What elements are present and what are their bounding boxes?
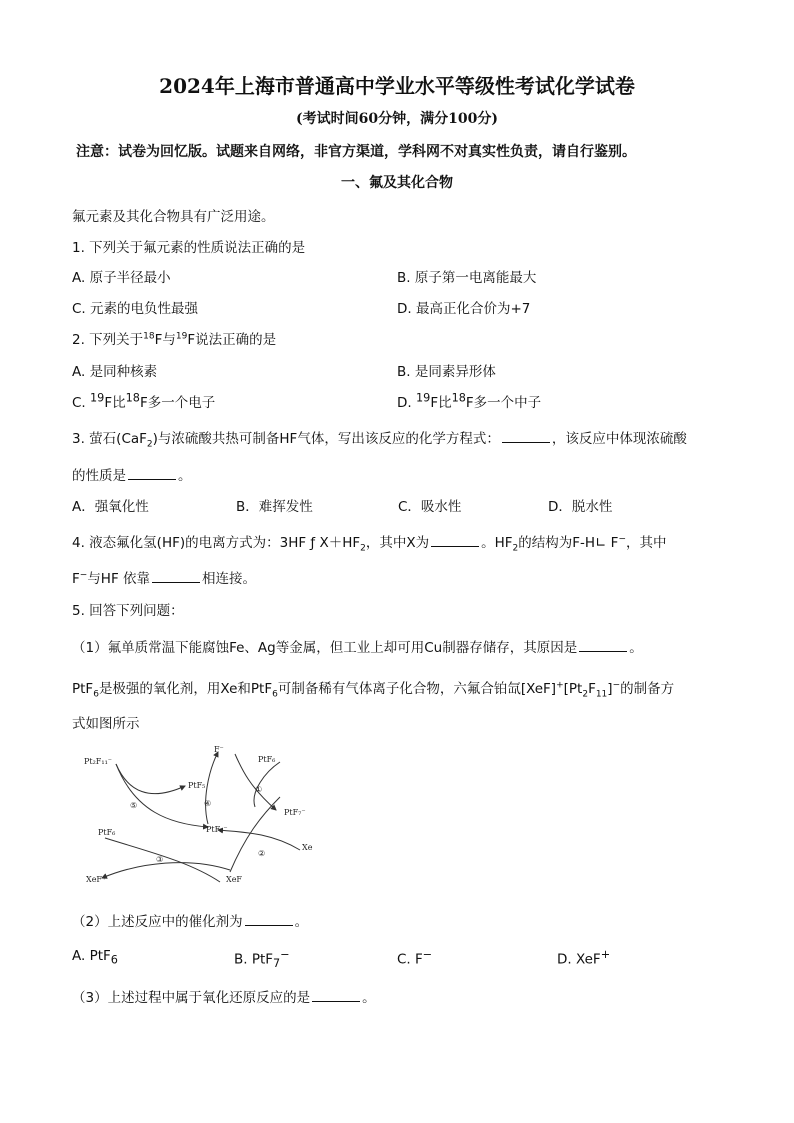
q5-c-sup: − [422,948,433,961]
q1-option-d: D. 最高正化合价为+7 [397,301,531,317]
p2-c: 可制备稀有气体离子化合物，六氟合铂氙[XeF] [277,681,557,697]
q3-option-d: D．脱水性 [548,499,613,515]
q1-option-a: A. 原子半径最小 [72,270,171,286]
q4-line2-f: F [72,571,80,587]
q4-pre: 4. 液态氟化氢(HF)的电离方式为：3HF ƒ X＋HF [72,535,361,551]
q5-d-sup: + [600,948,611,961]
p2-f: ] [607,681,613,697]
p2-a: PtF [72,681,94,697]
q4-mid: ，其中X为 [365,535,430,551]
label-step-1: ① [255,785,263,794]
q3-sub2: 2 [146,439,153,450]
q4-after: 。HF [481,535,513,551]
q5-p4-pre: （3）上述过程中属于氧化还原反应的是 [72,990,311,1006]
q4-sub2b: 2 [512,543,519,554]
q4-line1 [72,531,666,554]
q5-p1-pre: （1）氟单质常温下能腐蚀Fe、Ag等金属，但工业上却可用Cu制器存储存，其原因是 [72,640,578,656]
label-f: F⁻ [214,745,224,754]
q5-paragraph-line2: 式如图所示 [72,716,140,732]
q5-p3-pre: （2）上述反应中的催化剂为 [72,914,243,930]
q5-answer-blank-3[interactable] [312,989,360,1002]
q3-post: ，该反应中体现浓硫酸 [551,431,687,447]
q3-answer-blank-2[interactable] [128,467,176,480]
q3-pre: 3. 萤石(CaF [72,431,147,447]
section-heading: 一、氟及其化合物 [341,175,453,191]
q1-option-c: C. 元素的电负性最强 [72,301,199,317]
label-pt2f11: Pt₂F₁₁⁻ [84,757,112,766]
q5-b-text: B. PtF [234,951,274,968]
q2-d-post: F多一个中子 [465,395,542,411]
q2-option-c [72,391,215,411]
q2-option-d [397,391,541,411]
intro-text: 氟元素及其化合物具有广泛用途。 [72,209,275,225]
q5-option-b [234,948,290,970]
q5-part2 [72,910,308,930]
p2-e: F [588,681,596,697]
q2-option-b: B. 是同素异形体 [397,364,496,380]
p2-sub2: 2 [582,689,589,700]
q2-stem-mid: F与 [154,332,176,348]
q5-answer-blank-2[interactable] [245,913,293,926]
label-step-4: ④ [204,799,212,808]
q3-answer-blank-1[interactable] [502,430,550,443]
arrow-pt2f11-to-ptf5 [116,764,185,794]
q5-a-text: A. PtF [72,948,111,964]
q2-c-pre: C. [72,395,91,411]
q5-b-sub: 7 [273,957,281,971]
q5-part3 [72,986,376,1006]
q5-a-sub: 6 [110,953,118,967]
label-step-3: ③ [156,855,164,864]
q5-p3-post: 。 [294,914,309,930]
q1-stem: 1. 下列关于氟元素的性质说法正确的是 [72,240,306,256]
q2-stem-post: F说法正确的是 [187,332,277,348]
label-step-2: ② [258,849,266,858]
arrow-xe-to-ptf6-minus [218,830,300,850]
q5-c-text: C. F [397,951,423,968]
q2-d-mass19: 19 [415,391,431,405]
label-xef: XeF [226,875,242,884]
q2-d-mid: F比 [430,395,452,411]
q2-d-mass18: 18 [451,391,466,405]
mass-18: 18 [143,331,155,342]
q2-c-mid: F比 [104,395,126,411]
q2-stem [72,328,276,348]
q3-line1 [72,427,687,450]
q4-line2-minus: − [79,570,88,581]
q2-c-mass18: 18 [125,391,140,405]
q3-line2-pre: 的性质是 [72,468,126,484]
arrow-to-f [206,752,218,824]
q2-c-post: F多一个电子 [139,395,216,411]
q4-line2 [72,567,256,587]
q5-stem: 5. 回答下列问题： [72,603,184,619]
label-ptf6-mid: PtF₆⁻ [206,825,228,834]
q4-end: ，其中 [625,535,667,551]
label-step-5: ⑤ [130,801,138,810]
q5-part1 [72,636,643,656]
label-xe: Xe [302,843,313,852]
q5-option-c [397,948,432,968]
arrow-pt2f11-to-ptf6-minus [116,764,208,827]
p2-minus: − [612,680,621,691]
q4-answer-blank-1[interactable] [431,534,479,547]
q3-line2 [72,464,192,484]
p2-sub6: 6 [93,689,99,700]
q3-option-c: C．吸水性 [398,499,462,515]
q2-stem-pre: 2. 下列关于 [72,332,144,348]
q2-option-a: A. 是同种核素 [72,364,158,380]
exam-duration: (考试时间60分钟，满分100分) [296,111,498,127]
label-ptf7: PtF₇⁻ [284,808,306,817]
q4-minus: − [618,534,626,545]
p2-plus: + [556,680,564,691]
q5-option-d [557,948,610,968]
label-ptf6-left: PtF₆ [98,828,116,837]
q5-answer-blank-1[interactable] [579,639,627,652]
q3-line2-post: 。 [178,468,192,484]
q5-paragraph [72,677,674,700]
p2-sub6b: 6 [272,689,278,700]
mass-19: 19 [175,331,188,342]
p2-sub11: 11 [595,689,608,700]
q4-sub2: 2 [360,543,366,554]
q4-line2-post: 相连接。 [202,571,257,587]
arrow-to-xef-plus [102,863,230,878]
reaction-cycle-diagram [80,742,340,890]
q2-c-mass19: 19 [90,391,105,405]
q3-option-a: A．强氧化性 [72,499,149,515]
q5-b-sup: − [280,948,290,961]
q2-d-pre: D. [397,395,416,411]
q3-option-b: B．难挥发性 [236,499,313,515]
q5-d-text: D. XeF [557,951,601,968]
q3-mid: )与浓硫酸共热可制备HF气体，写出该反应的化学方程式： [152,431,500,447]
p2-d: [Pt [563,681,583,697]
label-ptf5: PtF₅ [188,781,206,790]
arrow-ptf7-to-xef [230,797,280,872]
q5-p1-post: 。 [629,640,643,656]
label-xef-plus: XeF⁺ [86,875,107,884]
q4-struct: 的结构为F-H∟ F [518,535,619,551]
q4-line2-mid: 与HF 依靠 [87,571,151,587]
page-title: 2024年上海市普通高中学业水平等级性考试化学试卷 [159,74,635,98]
q5-option-a [72,948,118,967]
p2-b: 是极强的氧化剂，用Xe和PtF [98,681,273,697]
label-ptf6-top: PtF₆ [258,755,276,764]
notice-text: 注意：试卷为回忆版。试题来自网络，非官方渠道，学科网不对真实性负责，请自行鉴别。 [76,144,636,160]
q5-p4-post: 。 [362,990,376,1006]
q4-answer-blank-2[interactable] [152,570,200,583]
q1-option-b: B. 原子第一电离能最大 [397,270,537,286]
p2-g: 的制备方 [620,681,675,697]
